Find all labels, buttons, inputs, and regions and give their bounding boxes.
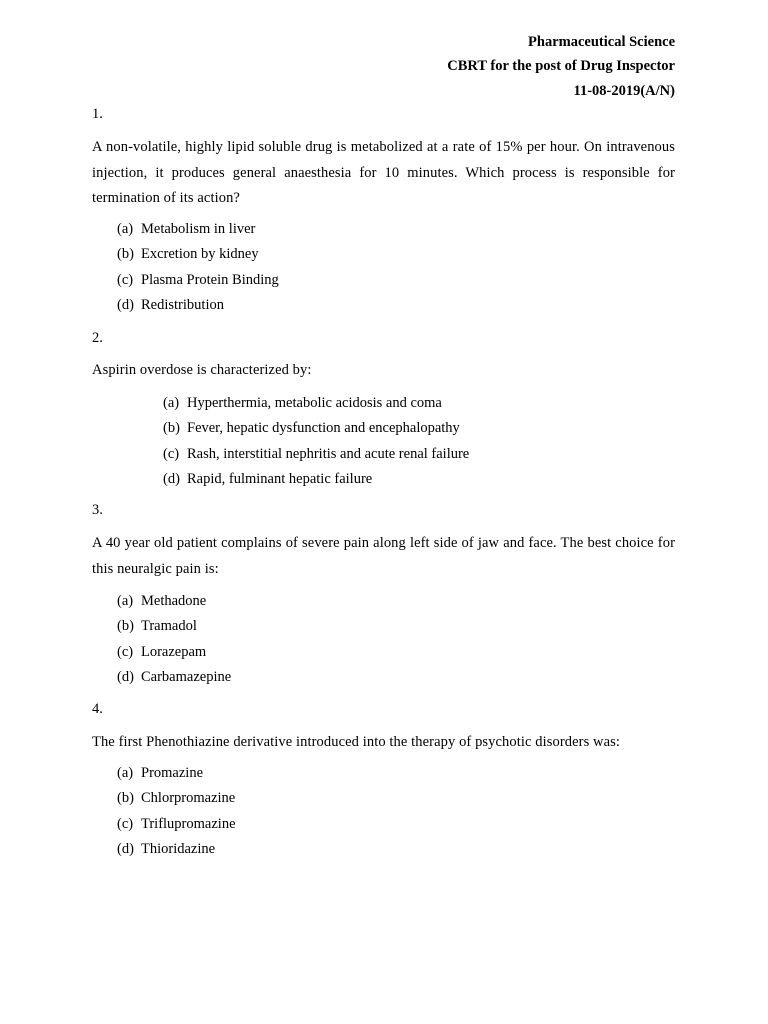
option-label: (d) — [117, 296, 134, 313]
header-exam-date: 11-08-2019(A/N) — [573, 83, 675, 99]
option-item — [117, 217, 279, 242]
option-label: (b) — [117, 618, 134, 635]
question-number: 1. — [92, 106, 103, 122]
header-exam-title: CBRT for the post of Drug Inspector — [447, 58, 675, 74]
option-list — [117, 217, 279, 318]
option-text: Excretion by kidney — [141, 246, 259, 263]
option-item — [117, 837, 236, 862]
option-item — [117, 665, 231, 690]
option-label: (a) — [163, 395, 180, 411]
option-text: Promazine — [141, 765, 204, 781]
option-text: Rash, interstitial nephritis and acute renal failure — [187, 445, 470, 462]
option-text: Chlorpromazine — [141, 790, 236, 807]
option-label: (c) — [163, 445, 180, 462]
option-item — [163, 467, 469, 492]
option-item — [117, 761, 236, 786]
option-text: Redistribution — [141, 296, 224, 313]
option-item — [117, 268, 279, 293]
option-label: (b) — [117, 790, 134, 807]
option-item — [117, 812, 236, 837]
option-label: (b) — [117, 246, 134, 263]
option-label: (d) — [163, 470, 180, 487]
option-item — [117, 640, 231, 665]
option-text: Lorazepam — [141, 643, 207, 660]
option-item — [117, 786, 236, 811]
option-list — [117, 589, 231, 690]
option-text: Hyperthermia, metabolic acidosis and coma — [187, 395, 442, 411]
option-label: (d) — [117, 840, 134, 857]
option-text: Triflupromazine — [141, 815, 236, 832]
option-text: Rapid, fulminant hepatic failure — [187, 470, 373, 487]
option-item — [117, 614, 231, 639]
question-number: 4. — [92, 701, 103, 717]
option-item — [117, 293, 279, 318]
option-label: (d) — [117, 668, 134, 685]
question-text: A 40 year old patient complains of severe pain along left side of jaw and face. The best choice for this neuralgic pain is: — [92, 535, 675, 577]
option-label: (b) — [163, 420, 180, 437]
question-number: 2. — [92, 330, 103, 346]
option-text: Thioridazine — [141, 840, 216, 857]
option-text: Methadone — [141, 593, 207, 609]
option-text: Tramadol — [141, 618, 197, 635]
option-item — [163, 416, 469, 441]
question-text: A non-volatile, highly lipid soluble drug is metabolized at a rate of 15% per hour. On intravenous injection, it produces general anaesthesia for 10 minutes. Which process is responsible for termination of its action? — [92, 139, 675, 206]
option-label: (c) — [117, 271, 134, 288]
question-text: Aspirin overdose is characterized by: — [92, 362, 312, 378]
option-text: Plasma Protein Binding — [141, 271, 279, 288]
question-number: 3. — [92, 502, 103, 518]
option-label: (c) — [117, 815, 134, 832]
option-list — [117, 761, 236, 862]
option-item — [117, 589, 231, 614]
option-label: (a) — [117, 765, 134, 781]
option-text: Metabolism in liver — [141, 221, 256, 237]
question-text: The first Phenothiazine derivative introduced into the therapy of psychotic disorders was: — [92, 734, 621, 750]
option-text: Carbamazepine — [141, 668, 232, 685]
option-item — [163, 442, 469, 467]
option-label: (a) — [117, 221, 134, 237]
option-item — [117, 242, 279, 267]
option-label: (a) — [117, 593, 134, 609]
option-label: (c) — [117, 643, 134, 660]
option-list — [163, 391, 469, 492]
option-text: Fever, hepatic dysfunction and encephalopathy — [187, 420, 460, 437]
header-subject: Pharmaceutical Science — [528, 34, 675, 50]
option-item — [163, 391, 469, 416]
